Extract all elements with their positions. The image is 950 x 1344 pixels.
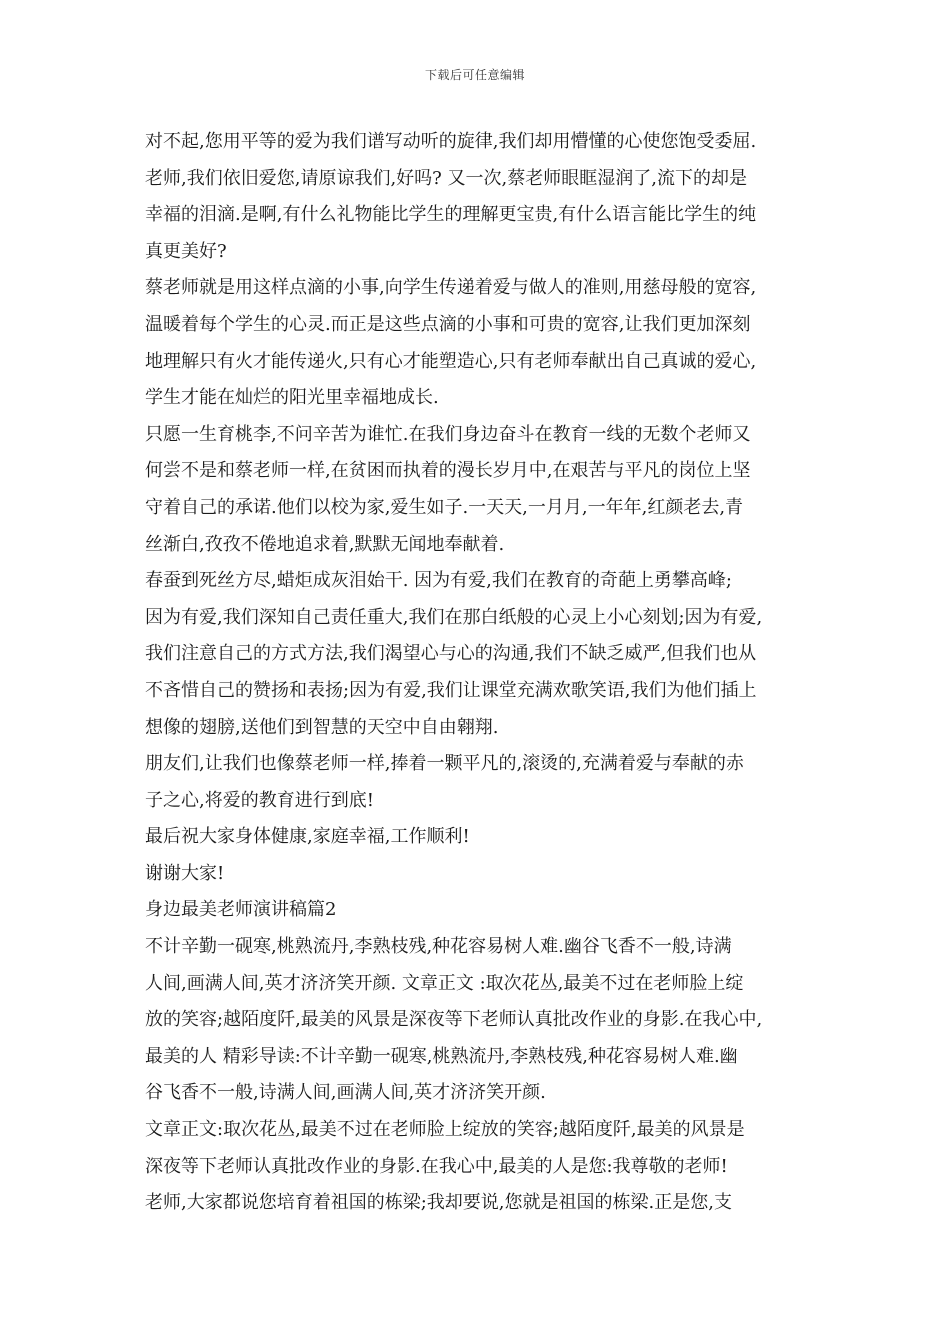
text-line: 子之心,将爱的教育进行到底!	[145, 789, 374, 811]
text-line: 谷飞香不一般,诗满人间,画满人间,英才济济笑开颜.	[145, 1082, 546, 1104]
text-line: 春蚕到死丝方尽,蜡炬成灰泪始干. 因为有爱,我们在教育的奇葩上勇攀高峰;	[145, 570, 732, 592]
text-line: 老师,我们依旧爱您,请原谅我们,好吗? 又一次,蔡老师眼眶湿润了,流下的却是	[145, 167, 747, 189]
text-line: 我们注意自己的方式方法,我们渴望心与心的沟通,我们不缺乏威严,但我们也从	[145, 643, 757, 665]
text-line: 温暖着每个学生的心灵.而正是这些点滴的小事和可贵的宽容,让我们更加深刻	[145, 313, 751, 335]
text-line: 深夜等下老师认真批改作业的身影.在我心中,最美的人是您:我尊敬的老师!	[145, 1155, 728, 1177]
text-line: 地理解只有火才能传递火,只有心才能塑造心,只有老师奉献出自己真诚的爱心,	[145, 350, 757, 372]
text-line: 对不起,您用平等的爱为我们谱写动听的旋律,我们却用懵懂的心使您饱受委屈.	[145, 131, 757, 152]
text-line: 想像的翅膀,送他们到智慧的天空中自由翱翔.	[145, 716, 499, 738]
text-line: 因为有爱,我们深知自己责任重大,我们在那白纸般的心灵上小心刻划;因为有爱,	[145, 606, 763, 628]
text-line: 幸福的泪滴.是啊,有什么礼物能比学生的理解更宝贵,有什么语言能比学生的纯	[145, 204, 757, 226]
document-body	[145, 124, 813, 1222]
text-line: 谢谢大家!	[145, 862, 225, 884]
text-line: 人间,画满人间,英才济济笑开颜. 文章正文 :取次花丛,最美不过在老师脸上绽	[145, 972, 744, 994]
page-header: 下载后可任意编辑	[424, 68, 525, 82]
text-line: 不吝惜自己的赞扬和表扬;因为有爱,我们让课堂充满欢歌笑语,我们为他们插上	[145, 679, 757, 701]
text-line: 何尝不是和蔡老师一样,在贫困而执着的漫长岁月中,在艰苦与平凡的岗位上坚	[145, 460, 751, 482]
text-line: 只愿一生育桃李,不问辛苦为谁忙.在我们身边奋斗在教育一线的无数个老师又	[145, 423, 751, 445]
text-line: 不计辛勤一砚寒,桃熟流丹,李熟枝残,种花容易树人难.幽谷飞香不一般,诗满	[145, 936, 732, 958]
text-line: 守着自己的承诺.他们以校为家,爱生如子.一天天,一月月,一年年,红颜老去,青	[145, 496, 744, 518]
text-line: 老师,大家都说您培育着祖国的栋梁;我却要说,您就是祖国的栋梁.正是您,支	[145, 1192, 732, 1214]
text-line: 朋友们,让我们也像蔡老师一样,捧着一颗平凡的,滚烫的,充满着爱与奉献的赤	[145, 753, 744, 775]
text-line: 丝渐白,孜孜不倦地追求着,默默无闻地奉献着.	[145, 533, 505, 555]
text-line: 最后祝大家身体健康,家庭幸福,工作顺利!	[145, 826, 470, 848]
text-line: 放的笑容;越陌度阡,最美的风景是深夜等下老师认真批改作业的身影.在我心中,	[145, 1009, 763, 1031]
text-line: 最美的人 精彩导读:不计辛勤一砚寒,桃熟流丹,李熟枝残,种花容易树人难.幽	[145, 1045, 738, 1067]
section-heading: 身边最美老师演讲稿篇2	[145, 899, 337, 921]
text-line: 文章正文:取次花丛,最美不过在老师脸上绽放的笑容;越陌度阡,最美的风景是	[145, 1119, 745, 1141]
text-line: 真更美好?	[145, 240, 227, 262]
text-line: 学生才能在灿烂的阳光里幸福地成长.	[145, 387, 439, 409]
text-line: 蔡老师就是用这样点滴的小事,向学生传递着爱与做人的准则,用慈母般的宽容,	[145, 277, 757, 299]
